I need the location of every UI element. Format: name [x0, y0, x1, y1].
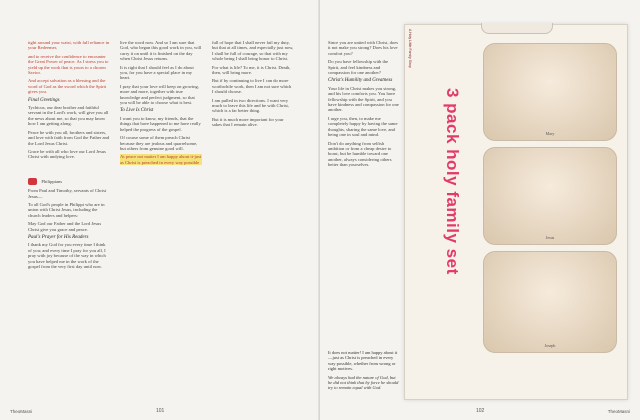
footer-right: TheoMasni [607, 409, 630, 414]
package-small-text: A Holy Little Family Shop [408, 29, 412, 68]
paragraph: tight around your waist, with full reliance in your Redeemer, [28, 40, 110, 51]
intro-line: May God our Father and the Lord Jesus Christ give you grace and peace. [28, 221, 102, 232]
paragraph: live the word now. And so I am sure that God, who began this good work in you, will carry it on until it is finished on the day when Christ Jesus returns. [120, 40, 202, 62]
photo-caption [328, 350, 400, 391]
left-column-3 [212, 40, 294, 131]
section-heading: Christ's Humility and Greatness [328, 78, 393, 84]
book-label-badge [28, 178, 37, 185]
paragraph: and to receive the confidence to encounter the Great Power of peace. As I stress you to yield up the work that is yours to a chosen Savior. [28, 53, 109, 76]
figure-label: Mary [545, 131, 555, 136]
product-title-vertical [430, 36, 474, 326]
left-column-1 [28, 40, 110, 272]
paragraph: I urge you, then, to make me completely happy by having the same thoughts, sharing the same love, and being one in soul and mind. [328, 115, 398, 138]
left-column-2 [120, 40, 202, 168]
paragraph: But if by continuing to live I can do more worthwhile work, then I am not sure which I should choose. [212, 78, 292, 95]
right-column-1 [328, 40, 400, 171]
source-label-row [28, 178, 110, 185]
package-hanger [481, 23, 553, 34]
highlighted-passage: At peace not matter I am happy about it-just as Christ is preached in every way possible [120, 154, 202, 165]
paragraph: Since you are united with Christ, does it not make you strong? Does his love comfort you? [328, 40, 399, 56]
caption-sub: We always had the nature of God, but he did not think that by force he should try to remain equal with God. [328, 374, 399, 391]
page-number: 101 [156, 408, 165, 414]
paragraph: Don't do anything from selfish ambition or from a cheap desire to boast, but be humble toward one another, always considering others better than yourselves. [328, 140, 392, 168]
paragraph: Of course some of them preach Christ because they are jealous and quarrelsome, but others from genuine good will. [120, 135, 198, 151]
paragraph: full of hope that I shall never fail my duty, but that at all times, and especially just now, I shall be full of courage, so that with my whole being I shall bring honor to Christ. [212, 40, 294, 62]
figure-tray [483, 251, 617, 353]
paragraph: For what is life? To me, it is Christ. Death, then, will bring more. [212, 64, 291, 76]
caption-quote: It does not matter! I am happy about it—just as Christ is preached in every way possible, whether from wrong or right motives. [328, 350, 398, 372]
paragraph: And accept salvation as a blessing and the word of God as the sword which the Spirit gives you. [28, 78, 107, 95]
paragraph: I thank my God for you every time I think of you; and every time I pray for you all, I pray with joy because of the way in which you have helped me in the work of the gospel from the very first day until now. [28, 242, 106, 269]
intro-line: From Paul and Timothy, servants of Christ Jesus— [28, 188, 107, 199]
section-heading: Paul's Prayer for His Readers [28, 234, 89, 240]
section-heading: Final Greetings [28, 97, 60, 103]
paragraph: I want you to know, my friends, that the things that have happened to me have really helped the progress of the gospel. [120, 115, 201, 132]
footer-left: TheoMasni [10, 409, 33, 414]
intro-line: To all God's people in Philippi who are in union with Christ Jesus, including the church leaders and helpers: [28, 201, 105, 218]
product-title: 3 pack holy family set [443, 87, 462, 275]
paragraph: But it is much more important for your sakes that I remain alive. [212, 116, 284, 128]
section-heading: To Live Is Christ [120, 108, 154, 114]
paragraph: Do you have fellowship with the Spirit, and feel kindness and compassion for one another? [328, 59, 389, 76]
book-label: Philippians [41, 178, 63, 184]
figure-label: Jesus [545, 235, 555, 240]
paragraph: Peace be with you all, brothers and sisters, and love with faith from God the Father and the Lord Jesus Christ. [28, 129, 110, 146]
figure-label: Joseph [544, 343, 556, 348]
paragraph: I am pulled in two directions. I want very much to leave this life and be with Christ, which is a far better thing. [212, 97, 289, 114]
figure-tray [483, 43, 617, 141]
paragraph: Grace be with all who love our Lord Jesus Christ with undying love. [28, 148, 106, 160]
paragraph: It is right that I should feel as I do about you, for you have a special place in my heart. [120, 64, 194, 81]
page-number: 102 [476, 408, 485, 414]
paragraph: I pray that your love will keep on growing, more and more, together with true knowledge and perfect judgment, so that you will be able to choose what is best. [120, 83, 199, 106]
paragraph: Tychicus, our dear brother and faithful servant in the Lord's work, will give you all the news about me, so that you may know how I am getting along. [28, 105, 109, 127]
figure-tray [483, 147, 617, 245]
paragraph: Your life in Christ makes you strong, and his love comforts you. You have fellowship with the Spirit, and you have kindness and compassion for one another. [328, 85, 399, 113]
